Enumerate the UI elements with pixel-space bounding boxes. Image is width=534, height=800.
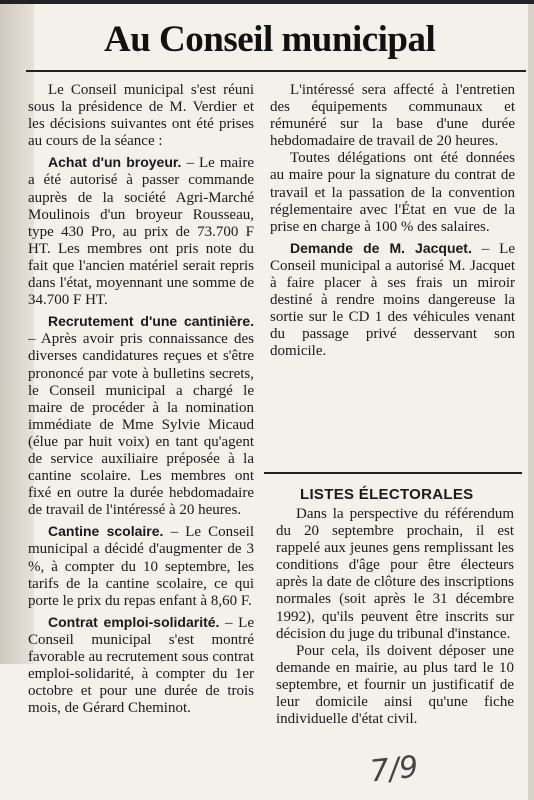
page-edge <box>528 4 534 800</box>
article-column-2 <box>270 82 515 472</box>
contrat-paragraph-3: Toutes délégations ont été données au maire pour la signature du contrat de travail et la passation de la convention réglementaire avec l'État en vue de la prise en charge à 100 % des salaires. <box>270 150 515 235</box>
section-heading: Achat d'un broyeur. <box>48 154 182 171</box>
section-heading: Recrutement d'une cantinière. <box>48 313 254 330</box>
section-jacquet <box>270 240 515 361</box>
section-heading: Contrat emploi-solidarité. <box>48 613 220 630</box>
section-heading: Demande de M. Jacquet. <box>290 239 472 256</box>
listes-paragraph-2: Pour cela, ils doivent déposer une demande en mairie, au plus tard le 10 septembre, et fournir un justificatif de leur domicile ainsi qu'une fiche individuelle d'état civil. <box>276 642 514 728</box>
handwritten-date: 7/9 <box>368 749 420 790</box>
article-headline: Au Conseil municipal <box>104 19 436 60</box>
listes-paragraph-1: Dans la perspective du référendum du 20 septembre prochain, il est rappelé aux jeunes gens remplissant les conditions d'âge pour être électeurs après la date de clôture des inscriptions normales (soit après le 31 décembre 1992), qu'ils peuvent être inscrits sur décision du juge du tribunal d'instance. <box>276 506 514 642</box>
listes-column <box>276 506 514 776</box>
section-text: – Le Conseil municipal s'est montré favorable au recrutement sous contrat emploi-solidarité, à compter du 1er octobre et pour une durée de trois mois, de Gérard Cheminot. <box>28 614 254 717</box>
section-text: – Le maire a été autorisé à passer commande auprès de la société Agri-Marché Moulinois d'un broyeur Rousseau, type 430 Pro, au prix de 73.700 F HT. Les membres ont pris note du fait que l'ancien matériel serait repris dans l'état, moyennant une somme de 34.700 F HT. <box>28 155 254 309</box>
section-heading: Cantine scolaire. <box>48 523 164 540</box>
section-contrat <box>28 614 254 718</box>
listes-title: LISTES ÉLECTORALES <box>300 486 474 503</box>
contrat-paragraph-2: L'intéressé sera affecté à l'entretien des équipements communaux et rémunéré sur la base d'une durée hebdomadaire de travail de 20 heures. <box>270 82 515 150</box>
section-text: – Après avoir pris connaissance des diverses candidatures reçues et s'être prononcé par vote à bulletins secrets, le Conseil municipal a chargé le maire de procéder à la nomination immédiate de Mme Sylvie Micaud (élue par huit voix) en tant qu'agent de service auxiliaire préposée à la cantine scolaire. Les membres ont fixé en outre la durée hebdomadaire de travail de l'intéressé à 20 heures. <box>28 331 254 519</box>
section-cantine <box>28 523 254 609</box>
section-divider <box>264 472 522 474</box>
section-cantiniere <box>28 313 254 519</box>
top-border <box>0 0 534 4</box>
intro-paragraph: Le Conseil municipal s'est réuni sous la présidence de M. Verdier et les décisions suivantes ont été prises au cours de la séance : <box>28 82 254 150</box>
section-broyeur <box>28 154 254 309</box>
headline-rule <box>26 70 526 72</box>
section-text: – Le Conseil municipal a décidé d'augmenter de 3 %, à compter du 10 septembre, les tarifs de la cantine scolaire, ce qui porte le prix du repas enfant à 8,60 F. <box>28 524 254 609</box>
article-column-1 <box>28 82 254 794</box>
section-text: – Le Conseil municipal a autorisé M. Jacquet à faire placer à ses frais un miroir destiné à rendre moins dangereuse la sortie sur le CD 1 des véhicules venant du passage privé desservant son domicile. <box>270 240 515 360</box>
